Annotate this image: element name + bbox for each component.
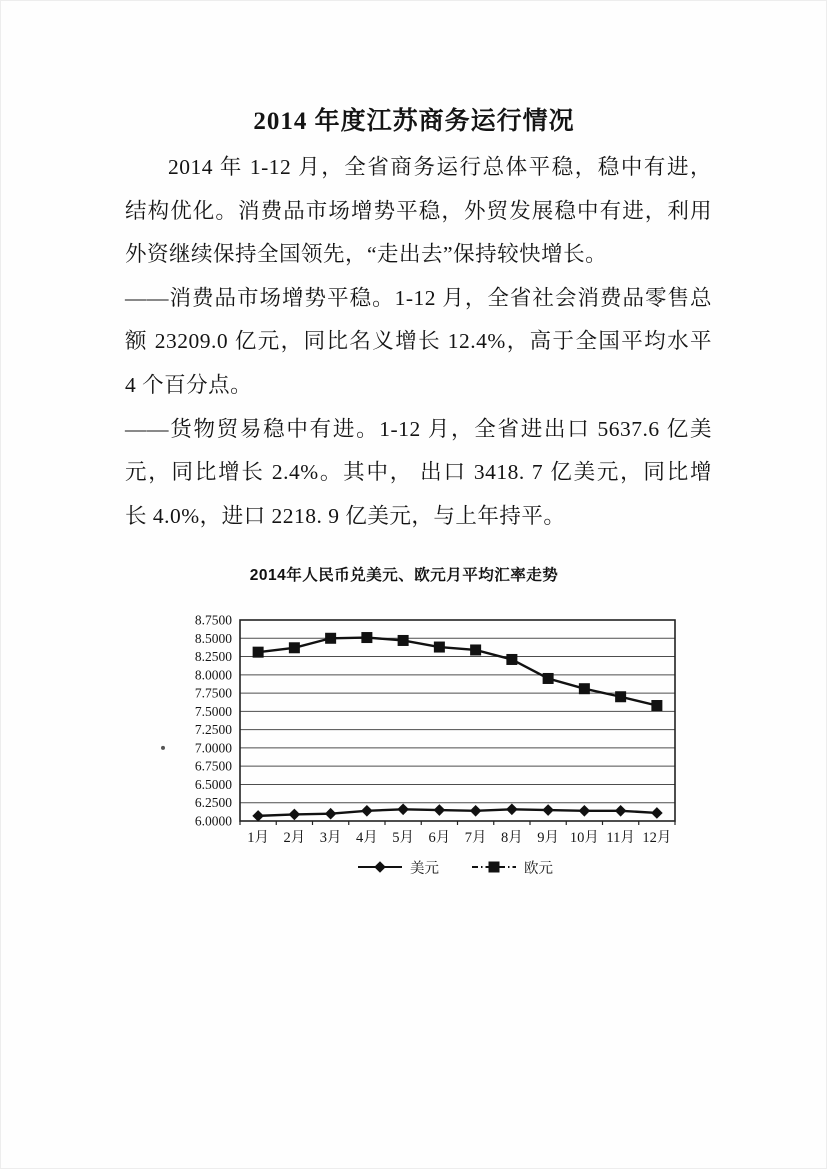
- marker-square: [579, 683, 590, 694]
- marker-square: [651, 700, 662, 711]
- x-axis-tick-label: 5月: [392, 830, 414, 846]
- marker-diamond: [361, 805, 373, 817]
- legend-item-美元: [357, 857, 439, 878]
- plot-frame: [240, 620, 675, 821]
- x-axis-tick-label: 7月: [464, 830, 487, 846]
- x-axis-tick-label: 3月: [319, 830, 342, 846]
- paragraph-2-line: 4 个百分点。: [125, 372, 253, 397]
- exchange-rate-line-chart: [150, 598, 690, 858]
- y-axis-tick-label: 6.5000: [194, 776, 232, 792]
- marker-diamond: [579, 805, 591, 817]
- y-axis-tick-label: 7.5000: [194, 703, 232, 719]
- marker-diamond: [542, 804, 554, 816]
- y-axis-tick-label: 8.5000: [194, 630, 232, 646]
- marker-diamond: [289, 809, 301, 821]
- y-axis-tick-label: 6.7500: [194, 758, 232, 774]
- paragraph-2-line: 额 23209.0 亿元，同比名义增长 12.4%，高于全国平均水平: [125, 329, 712, 354]
- marker-square: [615, 691, 626, 702]
- paragraph-3-line: ——货物贸易稳中有进。1-12 月，全省进出口 5637.6 亿美: [125, 416, 712, 441]
- marker-diamond: [651, 807, 663, 819]
- x-axis-tick-label: 9月: [537, 830, 559, 846]
- series-line-美元: [258, 809, 657, 816]
- marker-square: [506, 654, 517, 665]
- legend-marker-square-icon: [471, 860, 517, 874]
- y-axis-tick-label: 7.0000: [194, 740, 232, 756]
- marker-diamond: [615, 805, 627, 817]
- chart-legend: [160, 855, 750, 879]
- marker-square: [325, 633, 336, 644]
- marker-diamond: [506, 804, 518, 816]
- y-axis-tick-label: 8.0000: [194, 667, 232, 683]
- legend-label: 美元: [410, 860, 439, 877]
- y-axis-tick-label: 7.7500: [194, 685, 232, 701]
- x-axis-tick-label: 12月: [642, 830, 672, 846]
- x-axis-tick-label: 2月: [283, 830, 306, 846]
- legend-label: 欧元: [524, 860, 553, 877]
- y-axis-tick-label: 6.0000: [194, 813, 232, 829]
- y-axis-tick-label: 8.2500: [194, 649, 232, 665]
- paragraph-2-line: ——消费品市场增势平稳。1-12 月，全省社会消费品零售总: [125, 285, 712, 310]
- marker-square: [470, 644, 481, 655]
- marker-square: [361, 632, 372, 643]
- marker-diamond: [434, 804, 446, 816]
- y-axis-tick-label: 6.2500: [194, 795, 232, 811]
- x-axis-tick-label: 4月: [356, 830, 378, 846]
- x-axis-tick-label: 10月: [569, 830, 599, 846]
- marker-square: [253, 647, 264, 658]
- marker-square: [289, 642, 300, 653]
- marker-diamond: [397, 804, 409, 816]
- legend-marker-diamond-icon: [357, 860, 403, 874]
- paragraph-1-line: 结构优化。消费品市场增势平稳，外贸发展稳中有进，利用: [125, 198, 712, 223]
- marker-square: [398, 635, 409, 646]
- paragraph-3-line: 元，同比增长 2.4%。其中， 出口 3418. 7 亿美元，同比增: [125, 460, 712, 485]
- scan-artifact-dot: [161, 746, 165, 750]
- series-line-欧元: [258, 638, 657, 706]
- x-axis-tick-label: 6月: [428, 830, 451, 846]
- paragraph-1-line: 2014 年 1-12 月，全省商务运行总体平稳，稳中有进，: [168, 155, 712, 179]
- legend-item-欧元: [471, 857, 553, 878]
- marker-diamond: [470, 805, 482, 817]
- paragraph-1-line: 外资继续保持全国领先，“走出去”保持较快增长。: [125, 242, 608, 267]
- document-body: [125, 146, 712, 538]
- marker-diamond: [252, 810, 264, 822]
- x-axis-tick-label: 1月: [247, 830, 269, 846]
- chart-title: 2014年人民币兑美元、欧元月平均汇率走势: [249, 567, 559, 584]
- x-axis-tick-label: 8月: [501, 830, 523, 846]
- marker-diamond: [325, 808, 337, 820]
- document-title: 2014 年度江苏商务运行情况: [253, 108, 575, 135]
- marker-square: [434, 642, 445, 653]
- y-axis-tick-label: 8.7500: [194, 612, 232, 628]
- paragraph-3-line: 长 4.0%，进口 2218. 9 亿美元，与上年持平。: [125, 503, 566, 528]
- y-axis-tick-label: 7.2500: [194, 722, 232, 738]
- marker-square: [543, 673, 554, 684]
- x-axis-tick-label: 11月: [606, 830, 635, 846]
